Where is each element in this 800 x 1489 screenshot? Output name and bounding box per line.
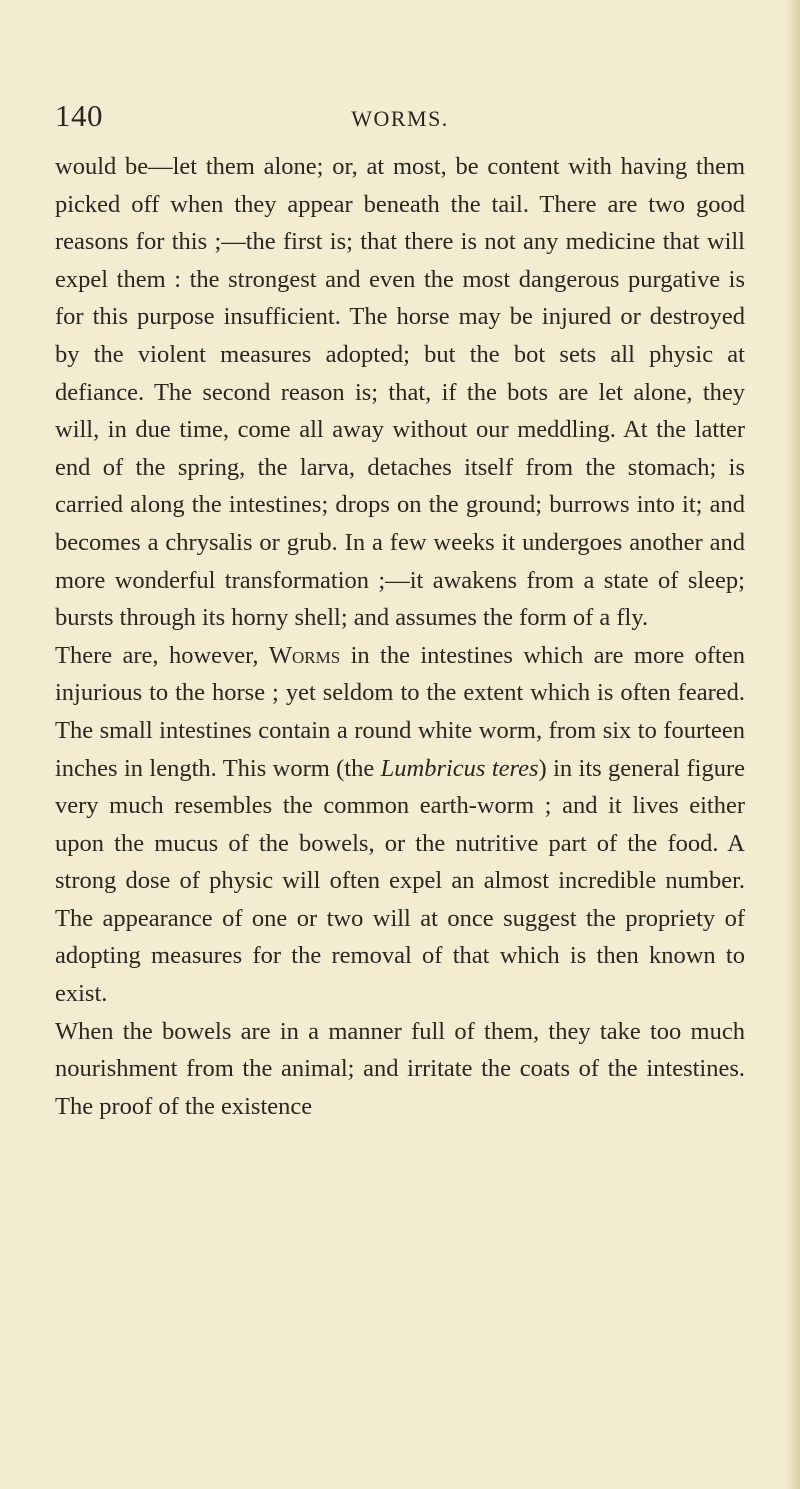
page-number: 140 [55,98,103,133]
running-title: WORMS. [351,106,449,131]
paragraph-bowels-text: When the bowels are in a manner full of them, they take too much nourishment from the animal; and irritate the coats of the intestines. The proof of the existence [55,1017,745,1120]
paragraph-worms-lead: There are, however, [55,641,269,669]
paragraph-worms-end: ) in its general figure very much resembles the common earth-worm ; and it lives either upon the mucus of the bowels, or the nutritive part of the food. A strong dose of physic will often expel an almost incredible number. The appearance of one or two will at once suggest the propriety of adopting measures for the removal of that which is then known to exist. [55,754,745,1008]
paragraph-bowels [55,1013,745,1126]
species-name: Lumbricus teres [380,754,539,782]
paragraph-worms [55,637,745,1013]
paragraph-bots [55,148,745,637]
paragraph-bots-text: would be—let them alone; or, at most, be content with having them picked off when they appear beneath the tail. There are two good reasons for this ;—the first is; that there is not any medicine that will expel them : the strongest and even the most dangerous purgative is for this purpose insufficient. The horse may be injured or destroyed by the violent measures adopted; but the bot sets all physic at defiance. The second reason is; that, if the bots are let alone, they will, in due time, come all away without our meddling. At the latter end of the spring, the larva, detaches itself from the stomach; is carried along the intestines; drops on the ground; burrows into it; and becomes a chrysalis or grub. In a few weeks it undergoes another and more wonderful transformation ;—it awakens from a state of sleep; bursts through its horny shell; and assumes the form of a fly. [55,153,745,632]
page-edge-shadow [786,0,800,1489]
worms-small-caps: Worms [268,641,341,669]
body-text [55,148,745,1125]
paragraph-worms-middle: in the intestines which are more often injurious to the horse ; yet seldom to the extent which is often feared. The small intestines contain a round white worm, from six to fourteen inches in length. This worm (the [55,641,745,782]
